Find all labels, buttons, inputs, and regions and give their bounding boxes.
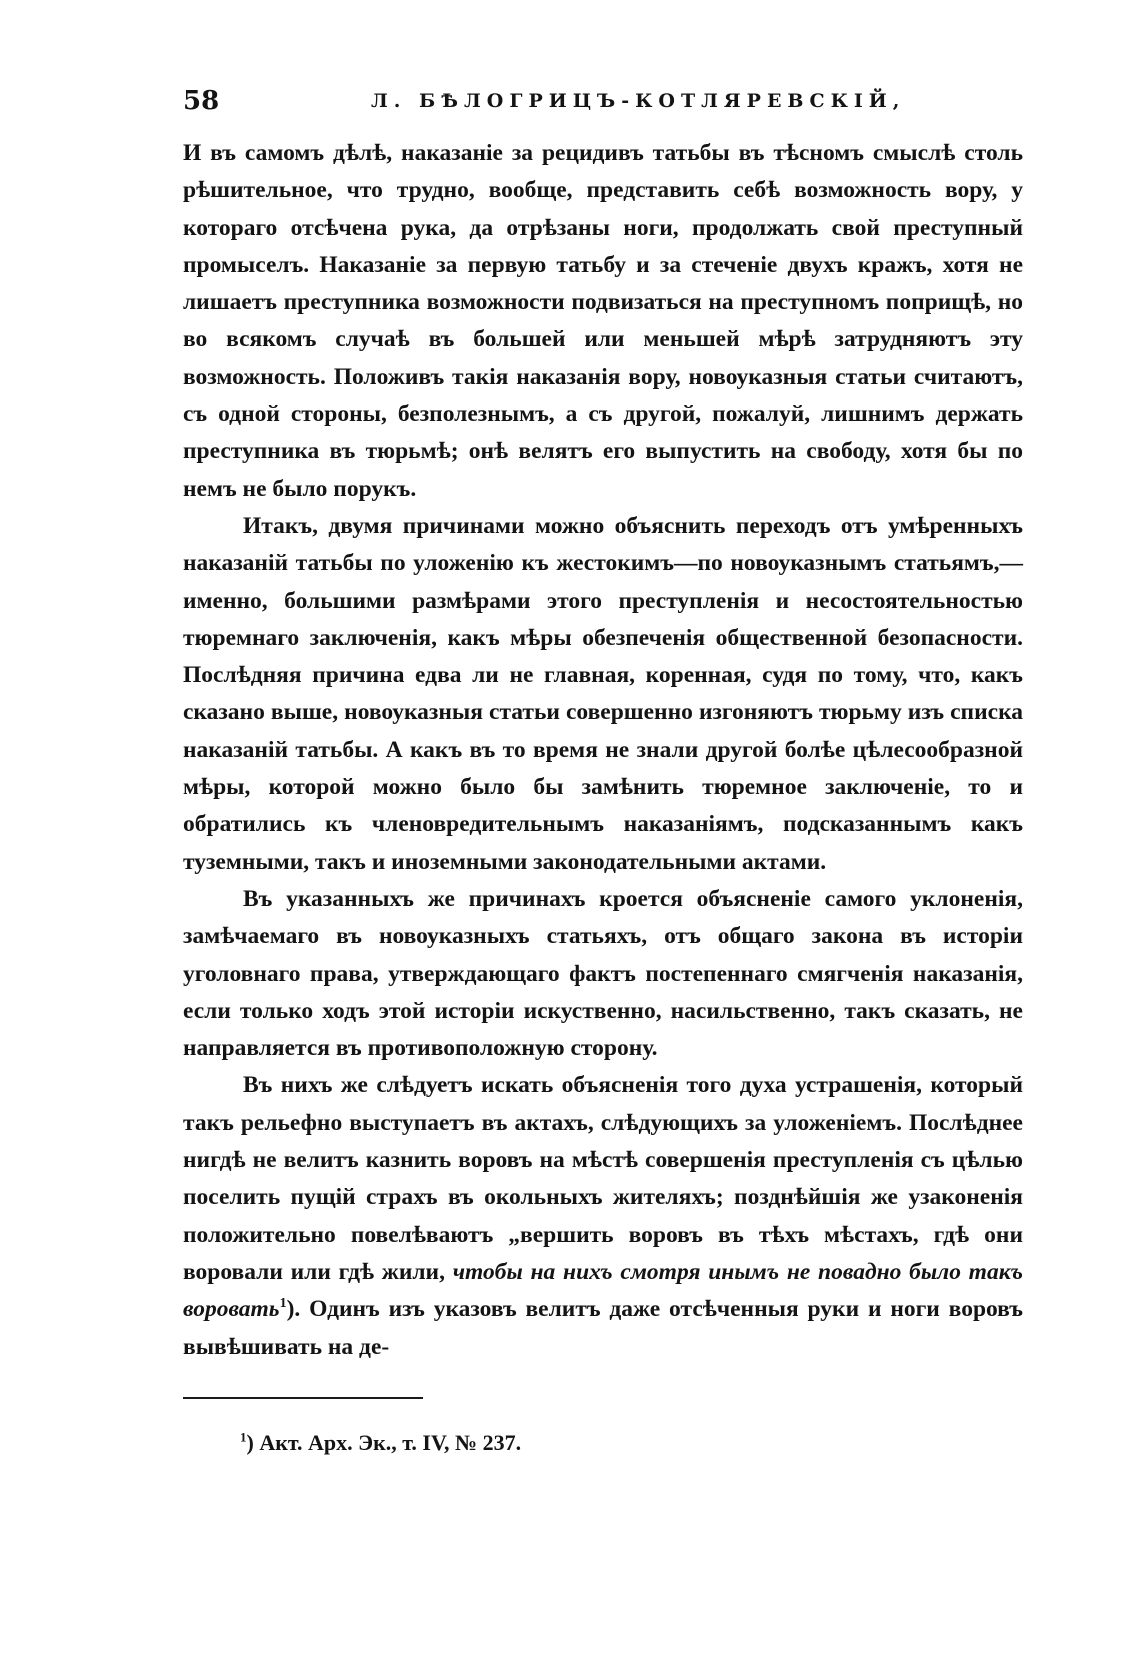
running-head: Л. БѢЛОГРИЦЪ-КОТЛЯРЕВСКІЙ, [371, 90, 906, 112]
footnote-text: ) Акт. Арх. Эк., т. IV, № 237. [246, 1430, 522, 1455]
footnote-mark: 1 [240, 1429, 247, 1445]
paragraph-4-start: Въ нихъ же слѣдуетъ искать объясненія того духа устрашенія, который такъ рельефно выступаетъ въ актахъ, слѣдующихъ за уложеніемъ. Послѣднее нигдѣ не велитъ казнить воровъ на мѣстѣ совершенія преступленія съ цѣлью поселить пущій страхъ въ окольныхъ жителяхъ; позднѣйшія же узаконенія положительно повелѣваютъ „вершить воровъ въ тѣхъ мѣстахъ, гдѣ они воровали или гдѣ жили, [183, 1072, 1023, 1285]
paragraph-4 [183, 1067, 1023, 1365]
paragraph-3: Въ указанныхъ же причинахъ кроется объясненіе самого уклоненія, замѣчаемаго въ новоуказныхъ статьяхъ, отъ общаго закона въ исторіи уголовнаго права, утверждающаго фактъ постепеннаго смягченія наказанія, если только ходъ этой исторіи искуственно, насильственно, такъ сказать, не направляется въ противоположную сторону. [183, 885, 1023, 1062]
paragraph-4-end: ). Одинъ изъ указовъ велитъ даже отсѣченныя руки и ноги воровъ вывѣшивать на де- [183, 1296, 1023, 1360]
body-text [183, 135, 1023, 1366]
paragraph-4-quotation: чтобы на нихъ смотря инымъ не повадно было такъ воровать [183, 1258, 1023, 1323]
page-number: 58 [183, 86, 220, 116]
paragraph-1: И въ самомъ дѣлѣ, наказаніе за рецидивъ татьбы въ тѣсномъ смыслѣ столь рѣшительное, что трудно, вообще, представить себѣ возможность вору, у котораго отсѣчена рука, да отрѣзаны ноги, продолжать свой преступный промыселъ. Наказаніе за первую татьбу и за стеченіе двухъ кражъ, хотя не лишаетъ преступника возможности подвизаться на преступномъ поприщѣ, но во всякомъ случаѣ въ большей или меньшей мѣрѣ затрудняютъ эту возможность. Положивъ такія наказанія вору, новоуказныя статьи считаютъ, съ одной стороны, безполезнымъ, а съ другой, пожалуй, лишнимъ держать преступника въ тюрьмѣ; онѣ велятъ его выпустить на свободу, хотя бы по немъ не было порукъ. [183, 140, 1023, 502]
footnote-divider [183, 1397, 423, 1399]
page-header [183, 86, 1023, 126]
footnote [240, 1430, 521, 1456]
footnote-reference[interactable]: 1 [279, 1296, 287, 1312]
paragraph-2: Итакъ, двумя причинами можно объяснить переходъ отъ умѣренныхъ наказаній татьбы по уложенію къ жестокимъ—по новоуказнымъ статьямъ,—именно, большими размѣрами этого преступленія и несостоятельностью тюремнаго заключенія, какъ мѣры обезпеченія общественной безопасности. Послѣдняя причина едва ли не главная, коренная, судя по тому, что, какъ сказано выше, новоуказныя статьи совершенно изгоняютъ тюрьму изъ списка наказаній татьбы. А какъ въ то время не знали другой болѣе цѣлесообразной мѣры, которой можно было бы замѣнить тюремное заключеніе, то и обратились къ членовредительнымъ наказаніямъ, подсказаннымъ какъ туземными, такъ и иноземными законодательными актами. [183, 512, 1023, 875]
